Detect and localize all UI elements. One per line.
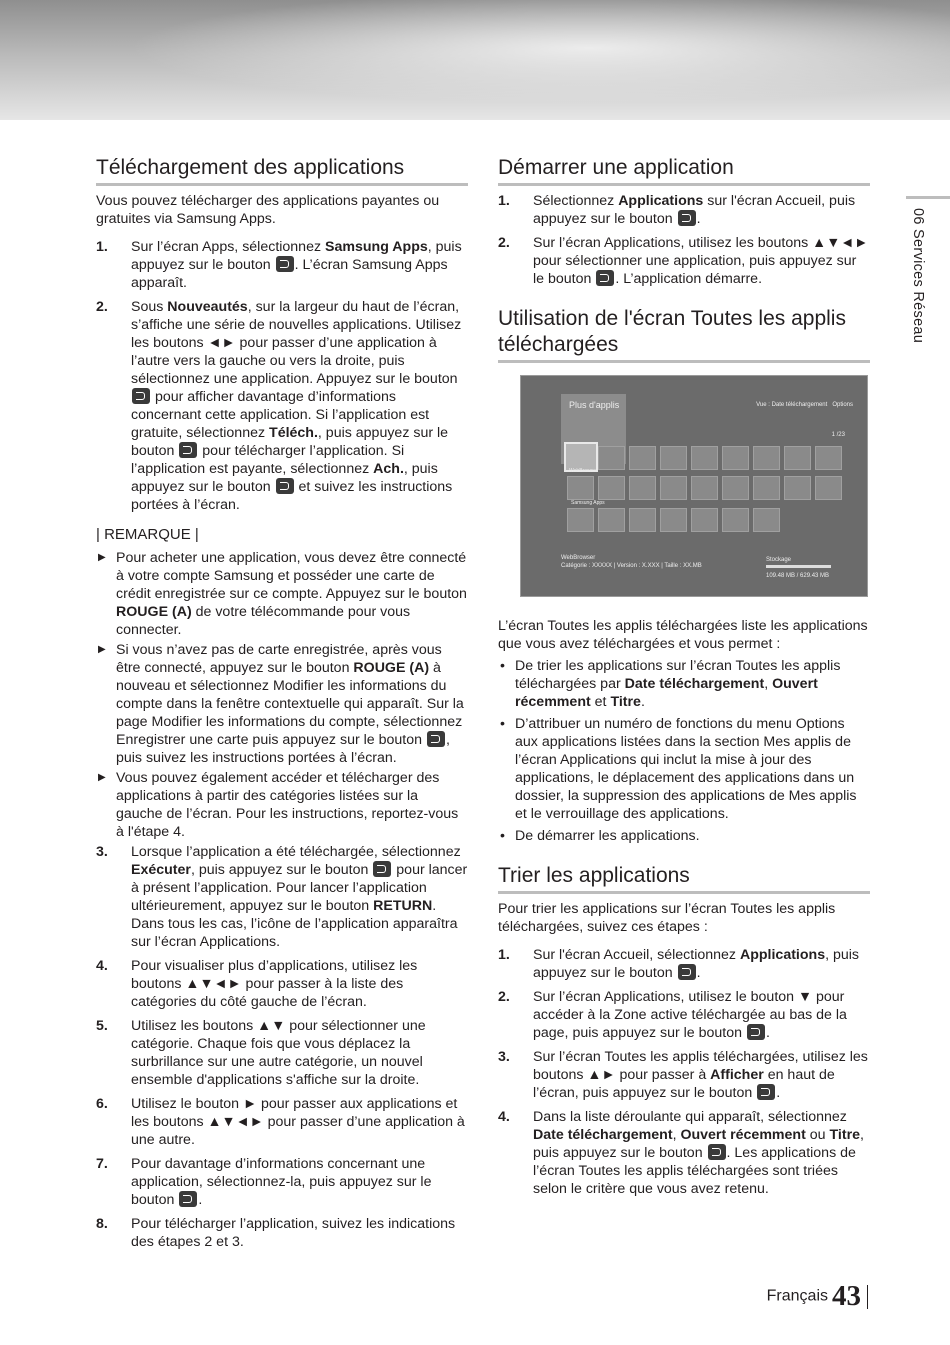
page-number: 43 bbox=[832, 1280, 861, 1312]
intro-text: Vous pouvez télécharger des applications payantes ou gratuites via Samsung Apps. bbox=[96, 193, 440, 227]
remark-notes bbox=[96, 549, 468, 841]
enter-button-icon bbox=[132, 388, 150, 404]
section-title-all-apps: Utilisation de l'écran Toutes les applis téléchargées bbox=[498, 306, 870, 363]
app-tile bbox=[753, 508, 780, 532]
step-number: 8. bbox=[96, 1216, 108, 1232]
app-tile bbox=[598, 446, 625, 470]
app-tile bbox=[722, 446, 749, 470]
enter-button-icon bbox=[179, 442, 197, 458]
chapter-tab-rule bbox=[906, 196, 950, 199]
step-number: 6. bbox=[96, 1096, 108, 1112]
triangle-right-icon: ▶ bbox=[98, 772, 106, 783]
chapter-tab-label: 06 Services Réseau bbox=[910, 208, 926, 344]
section-title-sort: Trier les applications bbox=[498, 863, 870, 894]
app-tile bbox=[598, 476, 625, 500]
enter-button-icon bbox=[708, 1144, 726, 1160]
sort-step-4: 4. Dans la liste déroulante qui apparaît, sélectionnez Date téléchargement, Ouvert récemment ou Titre, puis appuyez sur le bouton . Les applications de l’écran Toutes les applis téléchargées sont triées selon le critère que vous avez retenu. bbox=[498, 1109, 864, 1197]
page-footer bbox=[767, 1280, 868, 1313]
app-tile bbox=[567, 508, 594, 532]
remark-heading: | REMARQUE | bbox=[96, 526, 199, 543]
app-tile bbox=[815, 446, 842, 470]
storage-info: Stockage bbox=[766, 557, 792, 563]
app-tile bbox=[629, 446, 656, 470]
footer-language: Français bbox=[766, 1287, 828, 1305]
app-tile bbox=[815, 476, 842, 500]
app-tile bbox=[722, 508, 749, 532]
enter-button-icon bbox=[373, 861, 391, 877]
step-5: 5. Utilisez les boutons ▲▼ pour sélectionner une catégorie. Chaque fois que vous déplacez la surbrillance sur une autre catégorie, un nouvel ensemble d'applications s'affiche sur la droite. bbox=[96, 1018, 426, 1088]
bullet-item: • D’attribuer un numéro de fonctions du menu Options aux applications listées dans la section Mes applis de l’écran Applications qui inclut la mise à jour des applications, le déplacement des applications dans un dossier, la suppression des applications de Mes applis et le verrouillage des applications. bbox=[500, 716, 857, 822]
step-number: 3. bbox=[96, 844, 108, 860]
download-steps-continued bbox=[96, 843, 468, 1251]
start-step-1: 1. Sélectionnez Applications sur l'écran Accueil, puis appuyez sur le bouton . bbox=[498, 193, 856, 227]
app-tile bbox=[691, 476, 718, 500]
right-column bbox=[498, 155, 870, 1204]
download-steps bbox=[96, 238, 468, 514]
app-tile bbox=[753, 476, 780, 500]
step-number: 1. bbox=[498, 947, 510, 963]
selected-app-label: WebBrowser bbox=[569, 468, 598, 474]
sort-step-3: 3. Sur l’écran Toutes les applis téléchargées, utilisez les boutons ▲► pour passer à Afficher en haut de l’écran, puis appuyez sur le bouton . bbox=[498, 1049, 868, 1101]
chapter-tab bbox=[898, 196, 950, 376]
app-tile bbox=[753, 446, 780, 470]
step-4: 4. Pour visualiser plus d’applications, utilisez les boutons ▲▼◄► pour passer à la liste des catégories du côté gauche de l’écran. bbox=[96, 958, 418, 1010]
step-7: 7. Pour davantage d’informations concernant une application, sélectionnez-la, puis appuyez sur le bouton . bbox=[96, 1156, 432, 1208]
category-label: Samsung Apps bbox=[571, 500, 605, 506]
bullet-item: • De démarrer les applications. bbox=[500, 828, 700, 844]
enter-button-icon bbox=[678, 964, 696, 980]
enter-button-icon bbox=[596, 270, 614, 286]
step-number: 4. bbox=[96, 958, 108, 974]
app-tile bbox=[629, 476, 656, 500]
view-options-bar: Vue : Date téléchargement Options bbox=[756, 402, 853, 408]
enter-button-icon bbox=[427, 731, 445, 747]
step-1: 1. Sur l’écran Apps, sélectionnez Samsung Apps, puis appuyez sur le bouton . L’écran Samsung Apps apparaît. bbox=[96, 239, 462, 291]
app-tile bbox=[784, 476, 811, 500]
step-3: 3. Lorsque l’application a été téléchargée, sélectionnez Exécuter, puis appuyez sur le bouton pour lancer à présent l’application. Pour lancer l’application ultérieurement, appuyez sur le bouton RETURN. Dans tous les cas, l’icône de l’application apparaîtra sur l’écran Applications. bbox=[96, 844, 468, 950]
step-2: 2. Sous Nouveautés, sur la largeur du haut de l’écran, s’affiche une série de nouvelles applications. Utilisez les boutons ◄► pour passer d’une application à l’autre vers la gauche ou vers la droite, puis sélectionnez une application. Appuyez sur le bouton pour afficher davantage d’informations concernant cette application. Si l’application est gratuite, sélectionnez Téléch., puis appuyez sur le bouton pour télécharger l’application. Si l’application est payante, sélectionnez Ach., puis appuyez sur le bouton et suivez les instructions portées à l’écran. bbox=[96, 299, 462, 513]
note-item: ▶ Vous pouvez également accéder et télécharger des applications à partir des catégories listées sur la gauche de l’écran. Pour les instructions, reportez-vous à l'étape 4. bbox=[98, 770, 459, 840]
more-apps-label: Plus d'applis bbox=[569, 400, 620, 410]
storage-value: 109.48 MB / 629.43 MB bbox=[766, 573, 830, 579]
step-number: 4. bbox=[498, 1109, 510, 1125]
step-number: 5. bbox=[96, 1018, 108, 1034]
enter-button-icon bbox=[179, 1191, 197, 1207]
app-info: WebBrowser Catégorie : XXXXX | Version : X.XXX | Taille : XX.MB bbox=[561, 555, 702, 569]
enter-button-icon bbox=[747, 1024, 765, 1040]
step-number: 1. bbox=[96, 239, 108, 255]
step-6: 6. Utilisez le bouton ► pour passer aux applications et les boutons ▲▼◄► pour passer d’une application à une autre. bbox=[96, 1096, 465, 1148]
sort-intro: Pour trier les applications sur l’écran Toutes les applis téléchargées, suivez ces étapes : bbox=[498, 901, 836, 935]
all-apps-description: L’écran Toutes les applis téléchargées liste les applications que vous avez téléchargées et vous permet : bbox=[498, 618, 868, 652]
screen-illustration bbox=[520, 375, 868, 597]
start-step-2: 2. Sur l’écran Applications, utilisez les boutons ▲▼◄► pour sélectionner une application, puis appuyez sur le bouton . L’application démarre. bbox=[498, 235, 869, 287]
step-number: 2. bbox=[96, 299, 108, 315]
triangle-right-icon: ▶ bbox=[98, 644, 106, 655]
step-number: 1. bbox=[498, 193, 510, 209]
step-number: 2. bbox=[498, 235, 510, 251]
left-column bbox=[96, 155, 468, 1257]
app-tile bbox=[660, 446, 687, 470]
start-steps bbox=[498, 192, 870, 288]
note-item: ▶ Pour acheter une application, vous devez être connecté à votre compte Samsung et posséder une carte de crédit enregistrée sur ce compte. Appuyez sur le bouton ROUGE (A) de votre télécommande pour vous connecter. bbox=[98, 550, 467, 638]
storage-bar bbox=[766, 565, 831, 568]
note-item: ▶ Si vous n’avez pas de carte enregistrée, après vous être connecté, appuyez sur le bouton ROUGE (A) à nouveau et sélectionnez Modifier les informations du compte dans la fenêtre contextuelle qui apparaît. Sur la page Modifier les informations du compte, sélectionnez Enregistrer une carte puis appuyez sur le bouton , puis suivez les instructions portées à l’écran. bbox=[98, 642, 464, 766]
triangle-right-icon: ▶ bbox=[98, 552, 106, 563]
enter-button-icon bbox=[276, 478, 294, 494]
section-title-start: Démarrer une application bbox=[498, 155, 870, 186]
step-number: 2. bbox=[498, 989, 510, 1005]
bullet-item: • De trier les applications sur l’écran Toutes les applis téléchargées par Date téléchargement, Ouvert récemment et Titre. bbox=[500, 658, 841, 710]
app-tile bbox=[660, 476, 687, 500]
footer-separator bbox=[867, 1285, 868, 1309]
enter-button-icon bbox=[276, 256, 294, 272]
enter-button-icon bbox=[678, 210, 696, 226]
all-apps-bullets bbox=[498, 657, 870, 845]
header-banner bbox=[0, 0, 950, 120]
sort-steps bbox=[498, 946, 870, 1198]
page-indicator: 1 /23 bbox=[831, 432, 845, 438]
app-tile bbox=[722, 476, 749, 500]
step-number: 7. bbox=[96, 1156, 108, 1172]
section-title-download: Téléchargement des applications bbox=[96, 155, 468, 186]
app-tile bbox=[784, 446, 811, 470]
enter-button-icon bbox=[757, 1084, 775, 1100]
sort-step-2: 2. Sur l’écran Applications, utilisez le bouton ▼ pour accéder à la Zone active téléchargée au bas de la page, puis appuyez sur le bouton . bbox=[498, 989, 847, 1041]
app-tile bbox=[567, 476, 594, 500]
sort-step-1: 1. Sur l'écran Accueil, sélectionnez Applications, puis appuyez sur le bouton . bbox=[498, 947, 860, 981]
app-tile bbox=[691, 446, 718, 470]
app-tile bbox=[691, 508, 718, 532]
app-tile bbox=[629, 508, 656, 532]
step-8: 8. Pour télécharger l’application, suivez les indications des étapes 2 et 3. bbox=[96, 1216, 456, 1250]
app-tile bbox=[660, 508, 687, 532]
step-number: 3. bbox=[498, 1049, 510, 1065]
app-tile bbox=[598, 508, 625, 532]
